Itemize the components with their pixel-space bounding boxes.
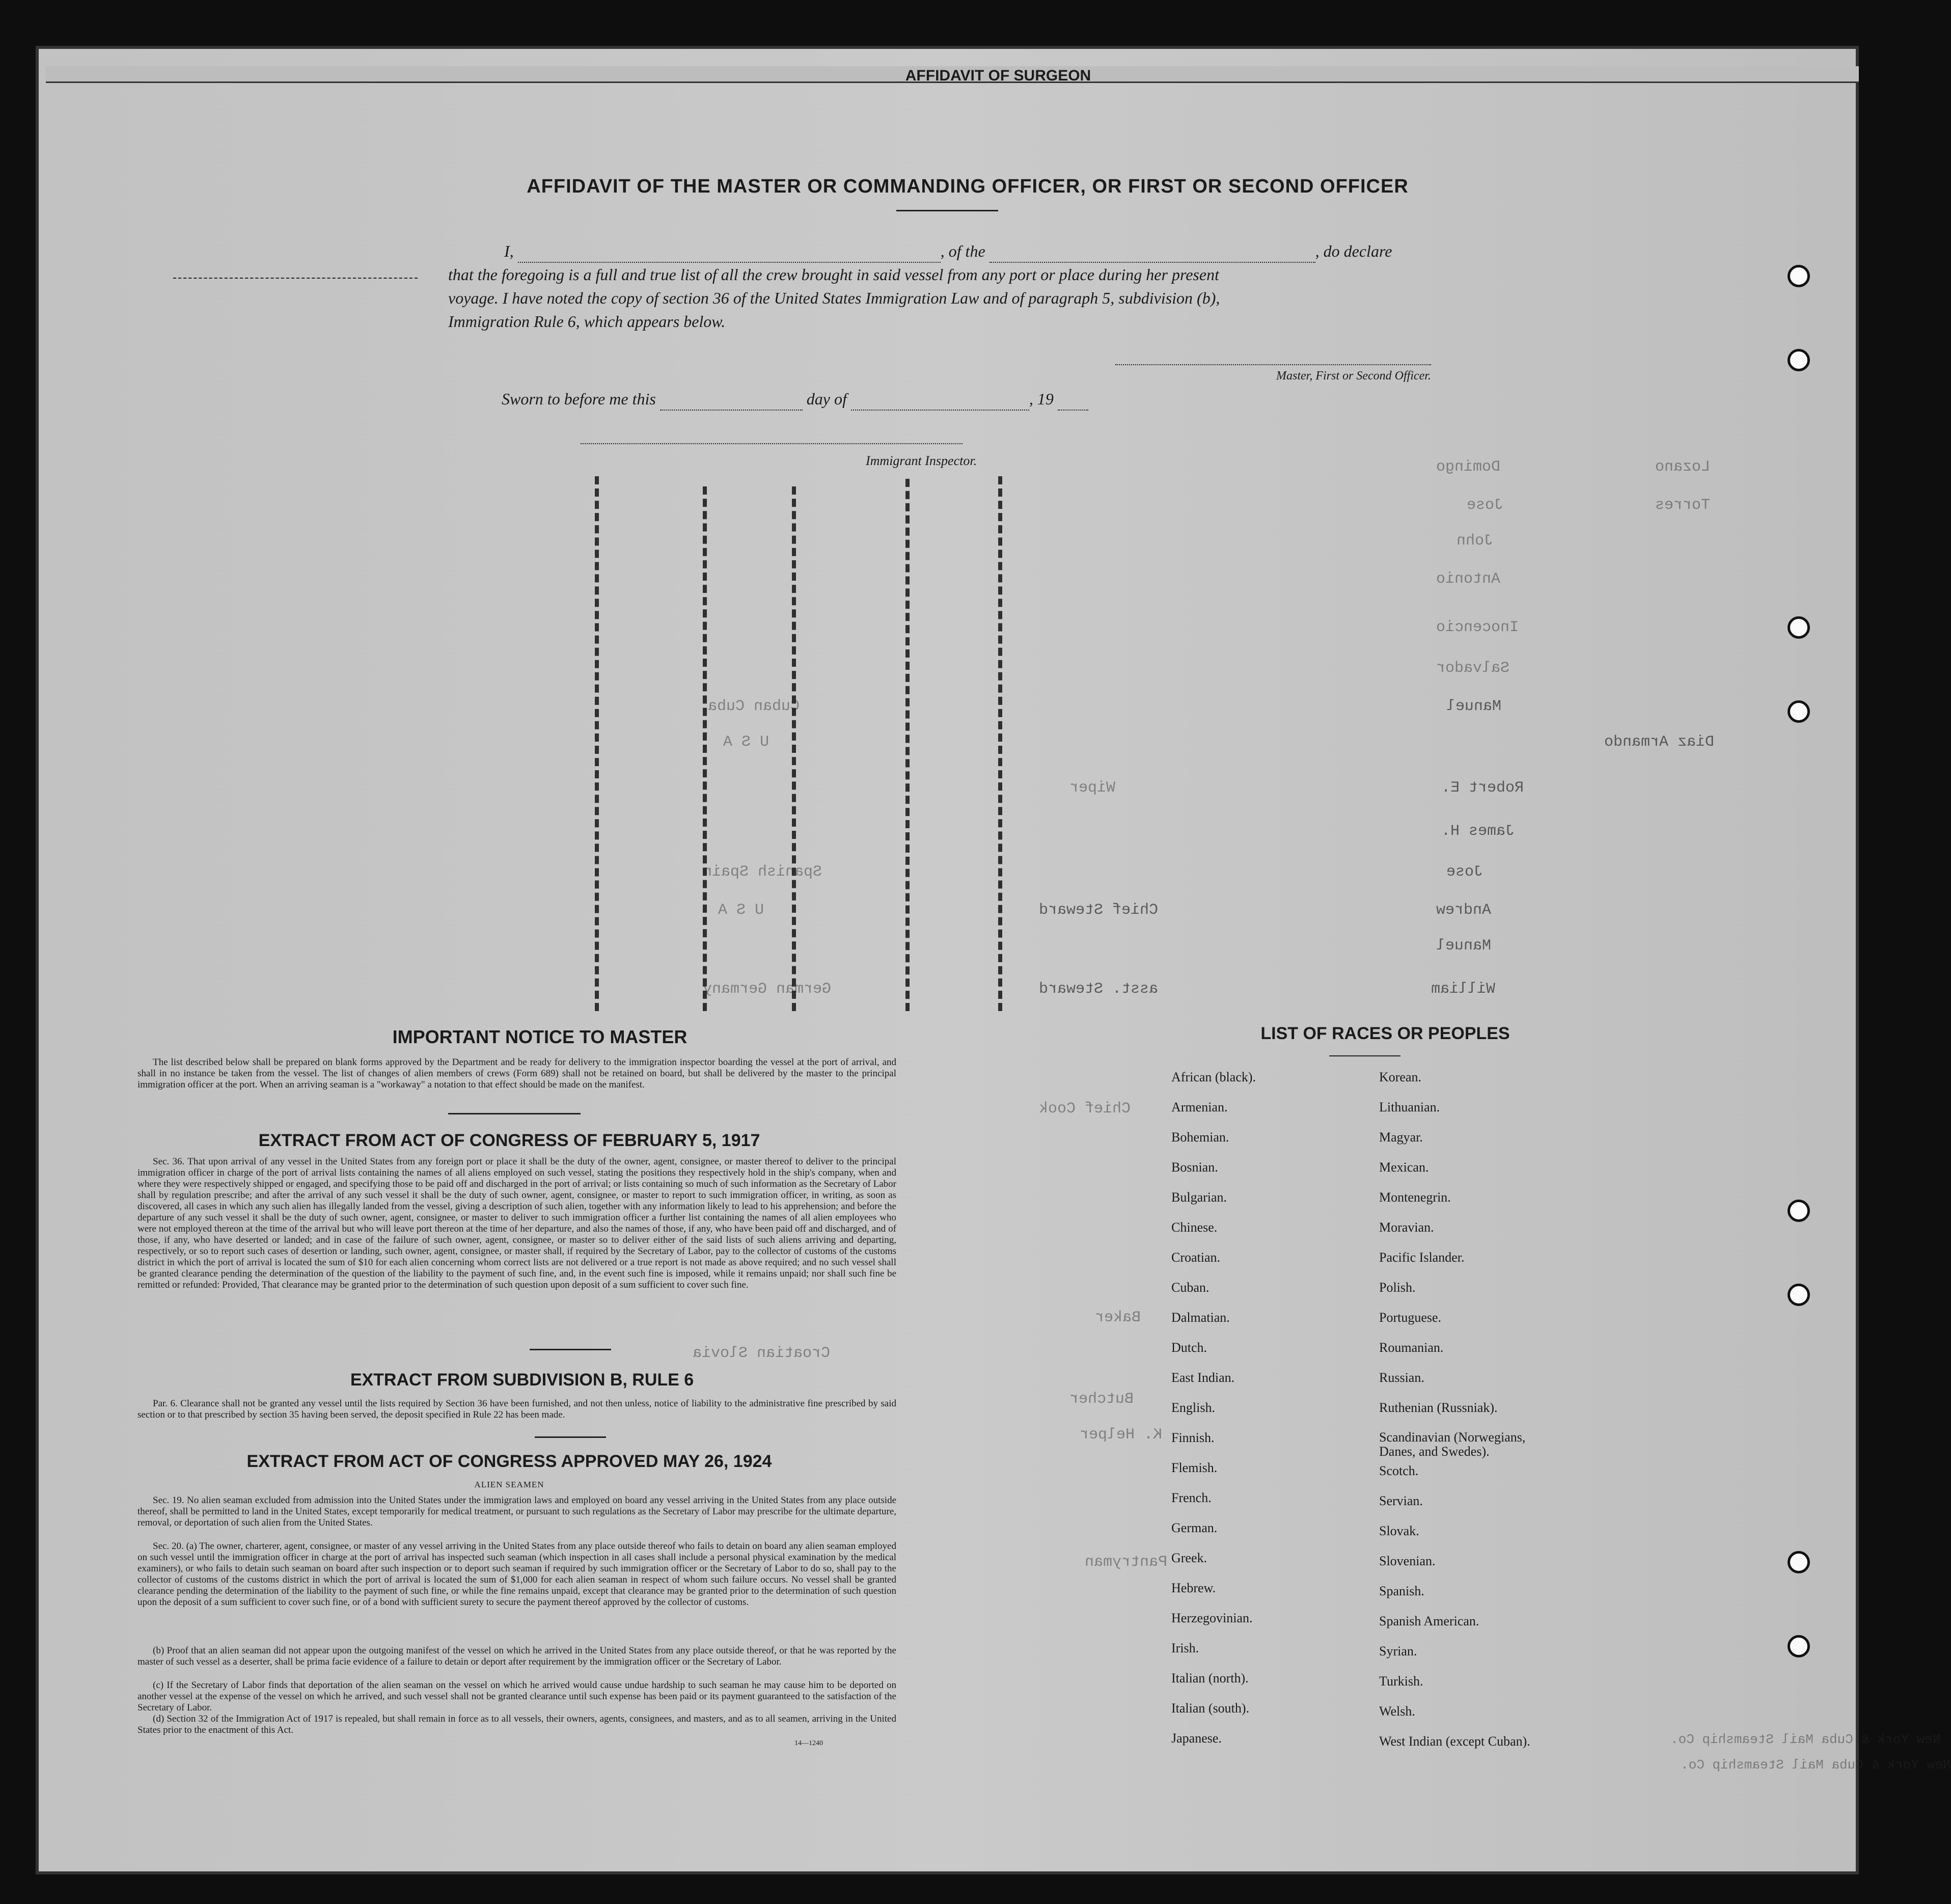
surgeon-affidavit-header: AFFIDAVIT OF SURGEON (905, 67, 1091, 84)
bleed-text: Domingo (1436, 458, 1501, 476)
race-item: German. (1171, 1520, 1218, 1535)
sworn-year-blank[interactable] (1058, 394, 1088, 411)
bleed-text: Torres (1655, 497, 1711, 514)
sec-20a-body: Sec. 20. (a) The owner, charterer, agent, consignee, or master of any vessel arriving in the United States from any place outside thereof who fails to detain on board any alien seaman employed on such vessel until the immigration officer in charge at the port of arrival has inspected such seaman (which inspection in all cases shall include a personal physical examination by the medical examiners), or who fails to detain such seaman on board after such inspection or to deport such seaman if required by such immigration officer or the Secretary of Labor to do so, shall pay to the collector of customs of the customs district in which the port of arrival is located the sum of $1,000 for each alien seaman in respect of whom such failure occurs. No vessel shall be granted clearance pending the determination of the liability to the payment of such fine, or while the fine remains unpaid, except that clearance may be granted prior to the determination of such question upon the deposit of a sum sufficient to cover such fine, or of a bond with sufficient surety to secure the payment thereof approved by the collector of customs. (138, 1541, 896, 1608)
binder-hole (1788, 1200, 1810, 1222)
sec-20c-body: (c) If the Secretary of Labor finds that deportation of the alien seaman on the vessel on which he arrived would cause undue hardship to such seaman he may cause him to be deported on another vessel at the expense of the vessel on which he arrived, and such vessel shall not be granted clearance until such expense has been paid or its payment guaranteed to the satisfaction of the Secretary of Labor. (138, 1680, 896, 1713)
bleed-text: Baker (1095, 1309, 1141, 1326)
race-item: Lithuanian. (1379, 1100, 1440, 1114)
extract-1917-body: Sec. 36. That upon arrival of any vessel in the United States from any foreign port or place it shall be the duty of the owner, agent, consignee, or master thereof to deliver to the principal immigration officer in charge of the port of arrival lists containing the names of all aliens employed on such vessel, stating the positions they respectively hold in the ship's company, when and where they were respectively shipped or engaged, and specifying those to be paid off and discharged in the port of arrival; or lists containing so much of such information as the Secretary of Labor shall by regulation prescribe; and after the arrival of any such vessel it shall be the duty of such owner, agent, consignee, or master to report to such immigration officer, in writing, as soon as discovered, all cases in which any such alien has illegally landed from the vessel, giving a description of such alien, together with any information likely to lead to his apprehension; and before the departure of any such vessel it shall be the duty of such owner, agent, consignee, or master to deliver to such immigration officer a further list containing the names of all alien employees who were not employed thereon at the time of the arrival but who will leave port thereon at the time of her departure, and also the names of those, if any, who have been paid off and discharged, and of those, if any, who have deserted or landed; and in case of the failure of such owner, agent, consignee, or master so to deliver either of the said lists of such aliens arriving and departing, respectively, or so to report such cases of desertion or landing, such owner, agent, consignee, or master shall, if required by the Secretary of Labor, pay to the collector of customs of the customs district in which the port of arrival is located the sum of $10 for each alien concerning whom correct lists are not delivered or a true report is not made as above required; and no such vessel shall be granted clearance pending the determination of the question of the liability to the payment of such fine, and, in the event such fine is imposed, while it remains unpaid; nor shall such fine be remitted or refunded: Provided, That clearance may be granted prior to the determination of such question upon deposit of a sum sufficient to cover such fine. (138, 1156, 896, 1290)
bleed-text: John (1457, 532, 1494, 550)
affidavit-title: AFFIDAVIT OF THE MASTER OR COMMANDING OFFICER, OR FIRST OR SECOND OFFICER (527, 176, 1409, 197)
name-blank[interactable] (518, 247, 941, 263)
notice-body: The list described below shall be prepared on blank forms approved by the Department and be ready for delivery to the immigration inspector boarding the vessel at the port of arrival, and shall in no instance be taken from the vessel. The list of changes of alien members of crews (Form 689) shall not be retained on board, but shall be delivered by the master to the principal immigration officer at the port. When an arriving seaman is a "workaway" a notation to that effect should be made on the manifest. (138, 1057, 896, 1090)
race-item: Slovak. (1379, 1524, 1419, 1538)
bleed-text: Andrew (1436, 902, 1492, 919)
race-item: Bohemian. (1171, 1130, 1229, 1145)
bleed-column-line (703, 486, 711, 1011)
year-label: , 19 (1029, 390, 1054, 408)
race-item: Bulgarian. (1171, 1190, 1227, 1205)
binder-hole (1788, 700, 1810, 723)
master-signature-caption: Master, First or Second Officer. (1276, 369, 1431, 383)
bleed-text: K. Helper (1080, 1426, 1163, 1444)
bleed-column-line (595, 476, 603, 1011)
declaration-line-1 (504, 239, 1548, 263)
race-item: Magyar. (1379, 1130, 1423, 1145)
bleed-text: Cuban Cuba (708, 698, 800, 715)
i-label: I, (504, 242, 514, 260)
race-item: Bosnian. (1171, 1160, 1218, 1175)
race-item: Ruthenian (Russniak). (1379, 1400, 1498, 1415)
inspector-signature-blank[interactable] (581, 443, 963, 444)
bleed-text: Salvador (1436, 660, 1510, 677)
races-underline (1329, 1055, 1400, 1056)
race-item: Dalmatian. (1171, 1310, 1230, 1325)
race-item: Spanish American. (1379, 1614, 1479, 1628)
declaration-line-4: Immigration Rule 6, which appears below. (448, 312, 726, 331)
sec-20b-body: (b) Proof that an alien seaman did not appear upon the outgoing manifest of the vessel on which he arrived in the United States from any place outside thereof, or that he was reported by the master of such vessel as a deserter, shall be prima facie evidence of a failure to detain or deport after requirement by the immigration officer or the Secretary of Labor. (138, 1645, 896, 1667)
sworn-day-blank[interactable] (660, 394, 803, 411)
binder-hole (1788, 616, 1810, 639)
race-item: Croatian. (1171, 1250, 1221, 1265)
notice-title: IMPORTANT NOTICE TO MASTER (392, 1026, 688, 1047)
bleed-text: New York & Cuba Mail Steamship Co. (1681, 1757, 1951, 1773)
race-item: Herzegovinian. (1171, 1611, 1253, 1625)
binder-hole (1788, 265, 1810, 287)
race-item: Syrian. (1379, 1644, 1417, 1658)
race-item: Turkish. (1379, 1674, 1423, 1689)
race-item: Servian. (1379, 1493, 1423, 1508)
port-blank[interactable] (173, 278, 418, 279)
binder-hole (1788, 1284, 1810, 1306)
binder-hole (1788, 1551, 1810, 1573)
bleed-text: New York & Cuba Mail Steamship Co. (1670, 1732, 1941, 1747)
title-underline (896, 210, 998, 211)
sec-20d-body: (d) Section 32 of the Immigration Act of 1917 is repealed, but shall remain in force as to all vessels, their owners, agents, consignees, and masters, and as to all seamen, arriving in the United States prior to the enactment of this Act. (138, 1713, 896, 1735)
sec-19-body: Sec. 19. No alien seaman excluded from admission into the United States under the immigration laws and employed on board any vessel arriving in the United States from any place outside thereof, shall be permitted to land in the United States, except temporarily for medical treatment, or pursuant to such regulations as the Secretary of Labor may prescribe for the ultimate departure, removal, or deportation of such alien from the United States. (138, 1495, 896, 1528)
declaration-line-2: that the foregoing is a full and true list of all the crew brought in said vessel from any port or place during her present (448, 265, 1219, 284)
binder-hole (1788, 349, 1810, 371)
bleed-text: Antonio (1436, 570, 1501, 588)
bleed-text: Spanish Spain (703, 863, 822, 881)
form-code: 14—1240 (794, 1739, 823, 1747)
race-item: Polish. (1379, 1280, 1416, 1295)
bleed-text: Robert E. (1441, 779, 1524, 797)
master-signature-blank[interactable] (1115, 364, 1431, 365)
race-item: French. (1171, 1490, 1212, 1505)
bleed-text: U S A (723, 733, 770, 751)
bleed-text: Manuel (1436, 937, 1492, 955)
extract-rule6-body: Par. 6. Clearance shall not be granted any vessel until the lists required by Section 36 have been furnished, and not then unless, notice of liability to the administrative fine prescribed by said section or to that prescribed by section 35 having been served, the deposit specified in Rule 22 has been made. (138, 1398, 896, 1420)
race-item: Montenegrin. (1379, 1190, 1451, 1205)
race-item: Italian (south). (1171, 1701, 1250, 1716)
extract-1924-title: EXTRACT FROM ACT OF CONGRESS APPROVED MAY 26, 1924 (246, 1452, 772, 1471)
bleed-text: Lozano (1655, 458, 1711, 476)
bleed-column-line (905, 479, 914, 1011)
race-item: Moravian. (1379, 1220, 1434, 1235)
race-item: Hebrew. (1171, 1581, 1216, 1595)
race-item: West Indian (except Cuban). (1379, 1734, 1530, 1749)
bleed-text: U S A (718, 902, 764, 919)
declaration-line-3: voyage. I have noted the copy of section 36 of the United States Immigration Law and of paragraph 5, subdivision (b), (448, 289, 1220, 307)
bleed-text: Diaz Armando (1604, 733, 1715, 751)
race-item: Dutch. (1171, 1340, 1207, 1355)
race-item: English. (1171, 1400, 1215, 1415)
race-item: Portuguese. (1379, 1310, 1442, 1325)
race-item: Armenian. (1171, 1100, 1228, 1114)
extract-rule6-title: EXTRACT FROM SUBDIVISION B, RULE 6 (350, 1370, 694, 1390)
bleed-text: German Germany (703, 981, 832, 998)
bleed-column-line (792, 486, 800, 1011)
bleed-text: Pantryman (1085, 1554, 1168, 1571)
bleed-text: Chief Cook (1039, 1100, 1131, 1118)
section-divider (535, 1436, 606, 1438)
sworn-line (502, 387, 1164, 411)
sworn-label: Sworn to before me this (502, 390, 656, 408)
race-item: East Indian. (1171, 1370, 1235, 1385)
alien-seamen-subtitle: ALIEN SEAMEN (474, 1480, 544, 1489)
race-item: Roumanian. (1379, 1340, 1444, 1355)
race-item: Greek. (1171, 1551, 1207, 1565)
race-item: Scandinavian (Norwegians, Danes, and Swedes). (1379, 1430, 1526, 1459)
race-item: Finnish. (1171, 1430, 1215, 1445)
race-item: Korean. (1379, 1070, 1422, 1084)
race-item: Cuban. (1171, 1280, 1210, 1295)
race-item: Irish. (1171, 1641, 1199, 1655)
section-divider (448, 1113, 581, 1114)
bleed-text: asst. Steward (1039, 981, 1159, 998)
race-item: Italian (north). (1171, 1671, 1249, 1685)
race-item: African (black). (1171, 1070, 1256, 1084)
bleed-text: Chief Steward (1039, 902, 1159, 919)
race-item: Spanish. (1379, 1584, 1424, 1598)
race-item: Welsh. (1379, 1704, 1415, 1719)
bleed-text: James H. (1441, 823, 1515, 840)
race-item: Japanese. (1171, 1731, 1222, 1746)
races-title: LIST OF RACES OR PEOPLES (1260, 1024, 1510, 1043)
day-of-label: day of (806, 390, 847, 408)
race-item: Mexican. (1379, 1160, 1429, 1175)
of-the-label: , of the (940, 242, 985, 260)
bleed-text: William (1431, 981, 1496, 998)
section-divider (530, 1349, 611, 1350)
race-item: Pacific Islander. (1379, 1250, 1465, 1265)
inspector-caption: Immigrant Inspector. (866, 453, 977, 468)
bleed-text: Butcher (1069, 1391, 1134, 1408)
race-item: Flemish. (1171, 1460, 1218, 1475)
race-item: Slovenian. (1379, 1554, 1436, 1568)
bleed-text: Croatian Slovia (693, 1345, 831, 1362)
vessel-blank[interactable] (990, 247, 1315, 263)
race-item: Russian. (1379, 1370, 1424, 1385)
extract-1917-title: EXTRACT FROM ACT OF CONGRESS OF FEBRUARY 5, 1917 (258, 1131, 760, 1150)
bleed-column-line (998, 476, 1006, 1011)
bleed-text: Manuel (1446, 698, 1502, 715)
bleed-text: Jose (1446, 863, 1483, 881)
race-item: Scotch. (1379, 1463, 1419, 1478)
race-item: Chinese. (1171, 1220, 1218, 1235)
bleed-text: Wiper (1069, 779, 1116, 797)
bleed-text: Jose (1467, 497, 1504, 514)
sworn-month-blank[interactable] (851, 394, 1029, 411)
binder-hole (1788, 1635, 1810, 1657)
do-declare-label: , do declare (1315, 242, 1392, 260)
bleed-text: Inocencio (1436, 619, 1519, 636)
